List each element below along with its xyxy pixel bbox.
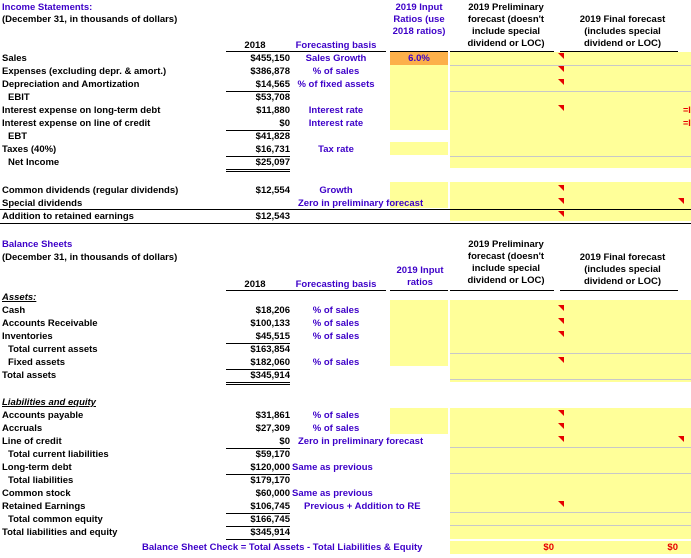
row-value-taxes: $16,731 bbox=[255, 144, 290, 155]
row-value-sales: $455,150 bbox=[250, 53, 290, 64]
header-underline bbox=[450, 51, 554, 52]
sum-underline bbox=[226, 382, 290, 383]
header-underline bbox=[390, 290, 448, 291]
row-label-accruals: Accruals bbox=[2, 423, 43, 434]
row-value-total-current-assets: $163,854 bbox=[250, 344, 290, 355]
row-value-accounts-payable: $31,861 bbox=[255, 410, 290, 421]
row-value-line-of-credit: $0 bbox=[279, 436, 290, 447]
row-label-expenses: Expenses (excluding depr. & amort.) bbox=[2, 66, 167, 77]
comment-flag-icon[interactable] bbox=[558, 305, 564, 311]
row-label-total-current-assets: Total current assets bbox=[8, 344, 98, 355]
row-value-total-assets: $345,914 bbox=[250, 370, 290, 381]
comment-flag-icon[interactable] bbox=[558, 501, 564, 507]
grid-line bbox=[450, 512, 691, 513]
income-final-header: 2019 Final forecast (includes special dividend or LOC) bbox=[579, 14, 666, 49]
row-basis-fixed-assets: % of sales bbox=[312, 357, 360, 368]
row-label-long-term-debt: Long-term debt bbox=[2, 462, 72, 473]
row-basis-common-dividends: Growth bbox=[319, 185, 353, 196]
row-value-inventories: $45,515 bbox=[255, 331, 290, 342]
comment-flag-icon[interactable] bbox=[558, 331, 564, 337]
liability-input-area[interactable] bbox=[390, 408, 448, 434]
balance-subtitle: (December 31, in thousands of dollars) bbox=[2, 252, 178, 263]
row-value-long-term-debt: $120,000 bbox=[250, 462, 290, 473]
income-forecast-area[interactable] bbox=[450, 52, 691, 168]
row-basis-receivables: % of sales bbox=[312, 318, 360, 329]
row-label-sales: Sales bbox=[2, 53, 27, 64]
header-underline bbox=[560, 51, 678, 52]
balance-check-final: $0 bbox=[667, 542, 678, 553]
header-underline bbox=[226, 290, 290, 291]
row-value-ebit: $53,708 bbox=[255, 92, 290, 103]
row-value-common-stock: $60,000 bbox=[255, 488, 290, 499]
dividend-forecast-area[interactable] bbox=[450, 182, 691, 221]
comment-flag-icon[interactable] bbox=[558, 198, 564, 204]
row-label-common-dividends: Common dividends (regular dividends) bbox=[2, 185, 179, 196]
row-value-interest-ltd: $11,880 bbox=[256, 105, 290, 116]
row-value-fixed-assets: $182,060 bbox=[250, 357, 290, 368]
sum-double-underline bbox=[226, 171, 290, 172]
header-underline bbox=[290, 290, 386, 291]
row-label-ebit: EBIT bbox=[8, 92, 30, 103]
row-label-retained-earnings: Retained Earnings bbox=[2, 501, 86, 512]
balance-title: Balance Sheets bbox=[2, 239, 73, 250]
grid-line bbox=[450, 525, 691, 526]
balance-prelim-header: 2019 Preliminary forecast (doesn't include special dividend or LOC) bbox=[467, 239, 545, 286]
row-value-ebt: $41,828 bbox=[255, 131, 290, 142]
row-label-addition-re: Addition to retained earnings bbox=[2, 211, 134, 222]
income-prelim-header: 2019 Preliminary forecast (doesn't include special dividend or LOC) bbox=[467, 2, 545, 49]
comment-flag-icon[interactable] bbox=[558, 357, 564, 363]
balance-input-header: 2019 Input ratios bbox=[396, 265, 444, 288]
row-value-retained-earnings: $106,745 bbox=[250, 501, 290, 512]
row-basis-special-dividends: Zero in preliminary forecast bbox=[298, 198, 424, 209]
row-basis-inventories: % of sales bbox=[312, 331, 360, 342]
balance-check-label: Balance Sheet Check = Total Assets - Total Liabilities & Equity bbox=[142, 542, 423, 553]
row-label-line-of-credit: Line of credit bbox=[2, 436, 62, 447]
comment-flag-icon[interactable] bbox=[558, 79, 564, 85]
row-basis-sales: Sales Growth bbox=[305, 53, 367, 64]
row-basis-interest-loc: Interest rate bbox=[308, 118, 364, 129]
comment-flag-icon[interactable] bbox=[558, 66, 564, 72]
comment-flag-icon[interactable] bbox=[558, 410, 564, 416]
tax-rate-input-cell[interactable] bbox=[390, 142, 448, 155]
income-basis-header: Forecasting basis bbox=[295, 40, 377, 51]
row-label-total-liabilities-equity: Total liabilities and equity bbox=[2, 527, 118, 538]
comment-flag-icon[interactable] bbox=[558, 53, 564, 59]
balance-basis-header: Forecasting basis bbox=[295, 279, 377, 290]
section-underline bbox=[0, 223, 691, 224]
income-subtitle: (December 31, in thousands of dollars) bbox=[2, 14, 178, 25]
row-label-net-income: Net Income bbox=[8, 157, 60, 168]
row-value-receivables: $100,133 bbox=[250, 318, 290, 329]
row-label-total-current-liabilities: Total current liabilities bbox=[8, 449, 109, 460]
row-value-total-current-liabilities: $59,170 bbox=[255, 449, 290, 460]
row-value-total-liabilities-equity: $345,914 bbox=[250, 527, 290, 538]
row-value-net-income: $25,097 bbox=[255, 157, 290, 168]
comment-flag-icon[interactable] bbox=[558, 185, 564, 191]
row-label-total-assets: Total assets bbox=[2, 370, 57, 381]
comment-flag-icon[interactable] bbox=[558, 423, 564, 429]
income-title: Income Statements: bbox=[2, 2, 93, 13]
sales-growth-input[interactable]: 6.0% bbox=[408, 53, 430, 64]
row-basis-long-term-debt: Same as previous bbox=[292, 462, 373, 473]
row-value-addition-re: $12,543 bbox=[255, 211, 290, 222]
comment-flag-icon[interactable] bbox=[678, 198, 684, 204]
grid-line bbox=[450, 156, 691, 157]
row-value-cash: $18,206 bbox=[255, 305, 290, 316]
row-basis-taxes: Tax rate bbox=[318, 144, 354, 155]
row-value-interest-loc: $0 bbox=[279, 118, 290, 129]
header-underline bbox=[560, 290, 678, 291]
asset-forecast-area[interactable] bbox=[450, 300, 691, 382]
edge-mark: =I bbox=[683, 118, 691, 128]
comment-flag-icon[interactable] bbox=[558, 318, 564, 324]
edge-mark: =I bbox=[683, 105, 691, 115]
income-input-header: 2019 Input Ratios (use 2018 ratios) bbox=[392, 2, 446, 37]
row-label-accounts-payable: Accounts payable bbox=[2, 410, 84, 421]
row-label-interest-loc: Interest expense on line of credit bbox=[2, 118, 151, 129]
row-label-total-common-equity: Total common equity bbox=[8, 514, 103, 525]
row-label-depreciation: Depreciation and Amortization bbox=[2, 79, 140, 90]
row-value-depreciation: $14,565 bbox=[255, 79, 290, 90]
grid-line bbox=[450, 353, 691, 354]
grid-line bbox=[450, 91, 691, 92]
grid-line bbox=[450, 473, 691, 474]
liabilities-header: Liabilities and equity bbox=[2, 397, 96, 408]
row-label-inventories: Inventories bbox=[2, 331, 53, 342]
row-basis-cash: % of sales bbox=[312, 305, 360, 316]
row-label-interest-ltd: Interest expense on long-term debt bbox=[2, 105, 161, 116]
row-value-common-dividends: $12,554 bbox=[255, 185, 290, 196]
balance-final-header: 2019 Final forecast (includes special dividend or LOC) bbox=[579, 252, 666, 287]
income-year-header: 2018 bbox=[244, 40, 266, 51]
comment-flag-icon[interactable] bbox=[678, 436, 684, 442]
row-basis-accruals: % of sales bbox=[312, 423, 360, 434]
row-label-total-liabilities: Total liabilities bbox=[8, 475, 74, 486]
row-label-special-dividends: Special dividends bbox=[2, 198, 83, 209]
row-basis-interest-ltd: Interest rate bbox=[308, 105, 364, 116]
row-basis-retained-earnings: Previous + Addition to RE bbox=[304, 501, 421, 512]
row-label-cash: Cash bbox=[2, 305, 26, 316]
row-value-accruals: $27,309 bbox=[255, 423, 290, 434]
comment-flag-icon[interactable] bbox=[558, 436, 564, 442]
sum-underline bbox=[226, 539, 290, 540]
asset-input-area[interactable] bbox=[390, 300, 448, 366]
row-basis-expenses: % of sales bbox=[312, 66, 360, 77]
comment-flag-icon[interactable] bbox=[558, 105, 564, 111]
comment-flag-icon[interactable] bbox=[558, 211, 564, 217]
row-value-total-common-equity: $166,745 bbox=[250, 514, 290, 525]
row-label-taxes: Taxes (40%) bbox=[2, 144, 57, 155]
row-label-fixed-assets: Fixed assets bbox=[8, 357, 66, 368]
row-label-common-stock: Common stock bbox=[2, 488, 71, 499]
balance-check-prelim: $0 bbox=[543, 542, 554, 553]
sum-underline bbox=[226, 169, 290, 170]
row-value-expenses: $386,878 bbox=[250, 66, 290, 77]
row-label-ebt: EBT bbox=[8, 131, 27, 142]
row-basis-accounts-payable: % of sales bbox=[312, 410, 360, 421]
row-basis-common-stock: Same as previous bbox=[292, 488, 373, 499]
balance-year-header: 2018 bbox=[244, 279, 266, 290]
row-basis-depreciation: % of fixed assets bbox=[297, 79, 375, 90]
header-underline bbox=[450, 290, 554, 291]
grid-line bbox=[450, 65, 691, 66]
grid-line bbox=[450, 447, 691, 448]
assets-header: Assets: bbox=[2, 292, 37, 303]
sum-double-underline bbox=[226, 384, 290, 385]
row-basis-line-of-credit: Zero in preliminary forecast bbox=[298, 436, 424, 447]
row-label-receivables: Accounts Receivable bbox=[2, 318, 98, 329]
row-value-total-liabilities: $179,170 bbox=[250, 475, 290, 486]
grid-line bbox=[450, 379, 691, 380]
